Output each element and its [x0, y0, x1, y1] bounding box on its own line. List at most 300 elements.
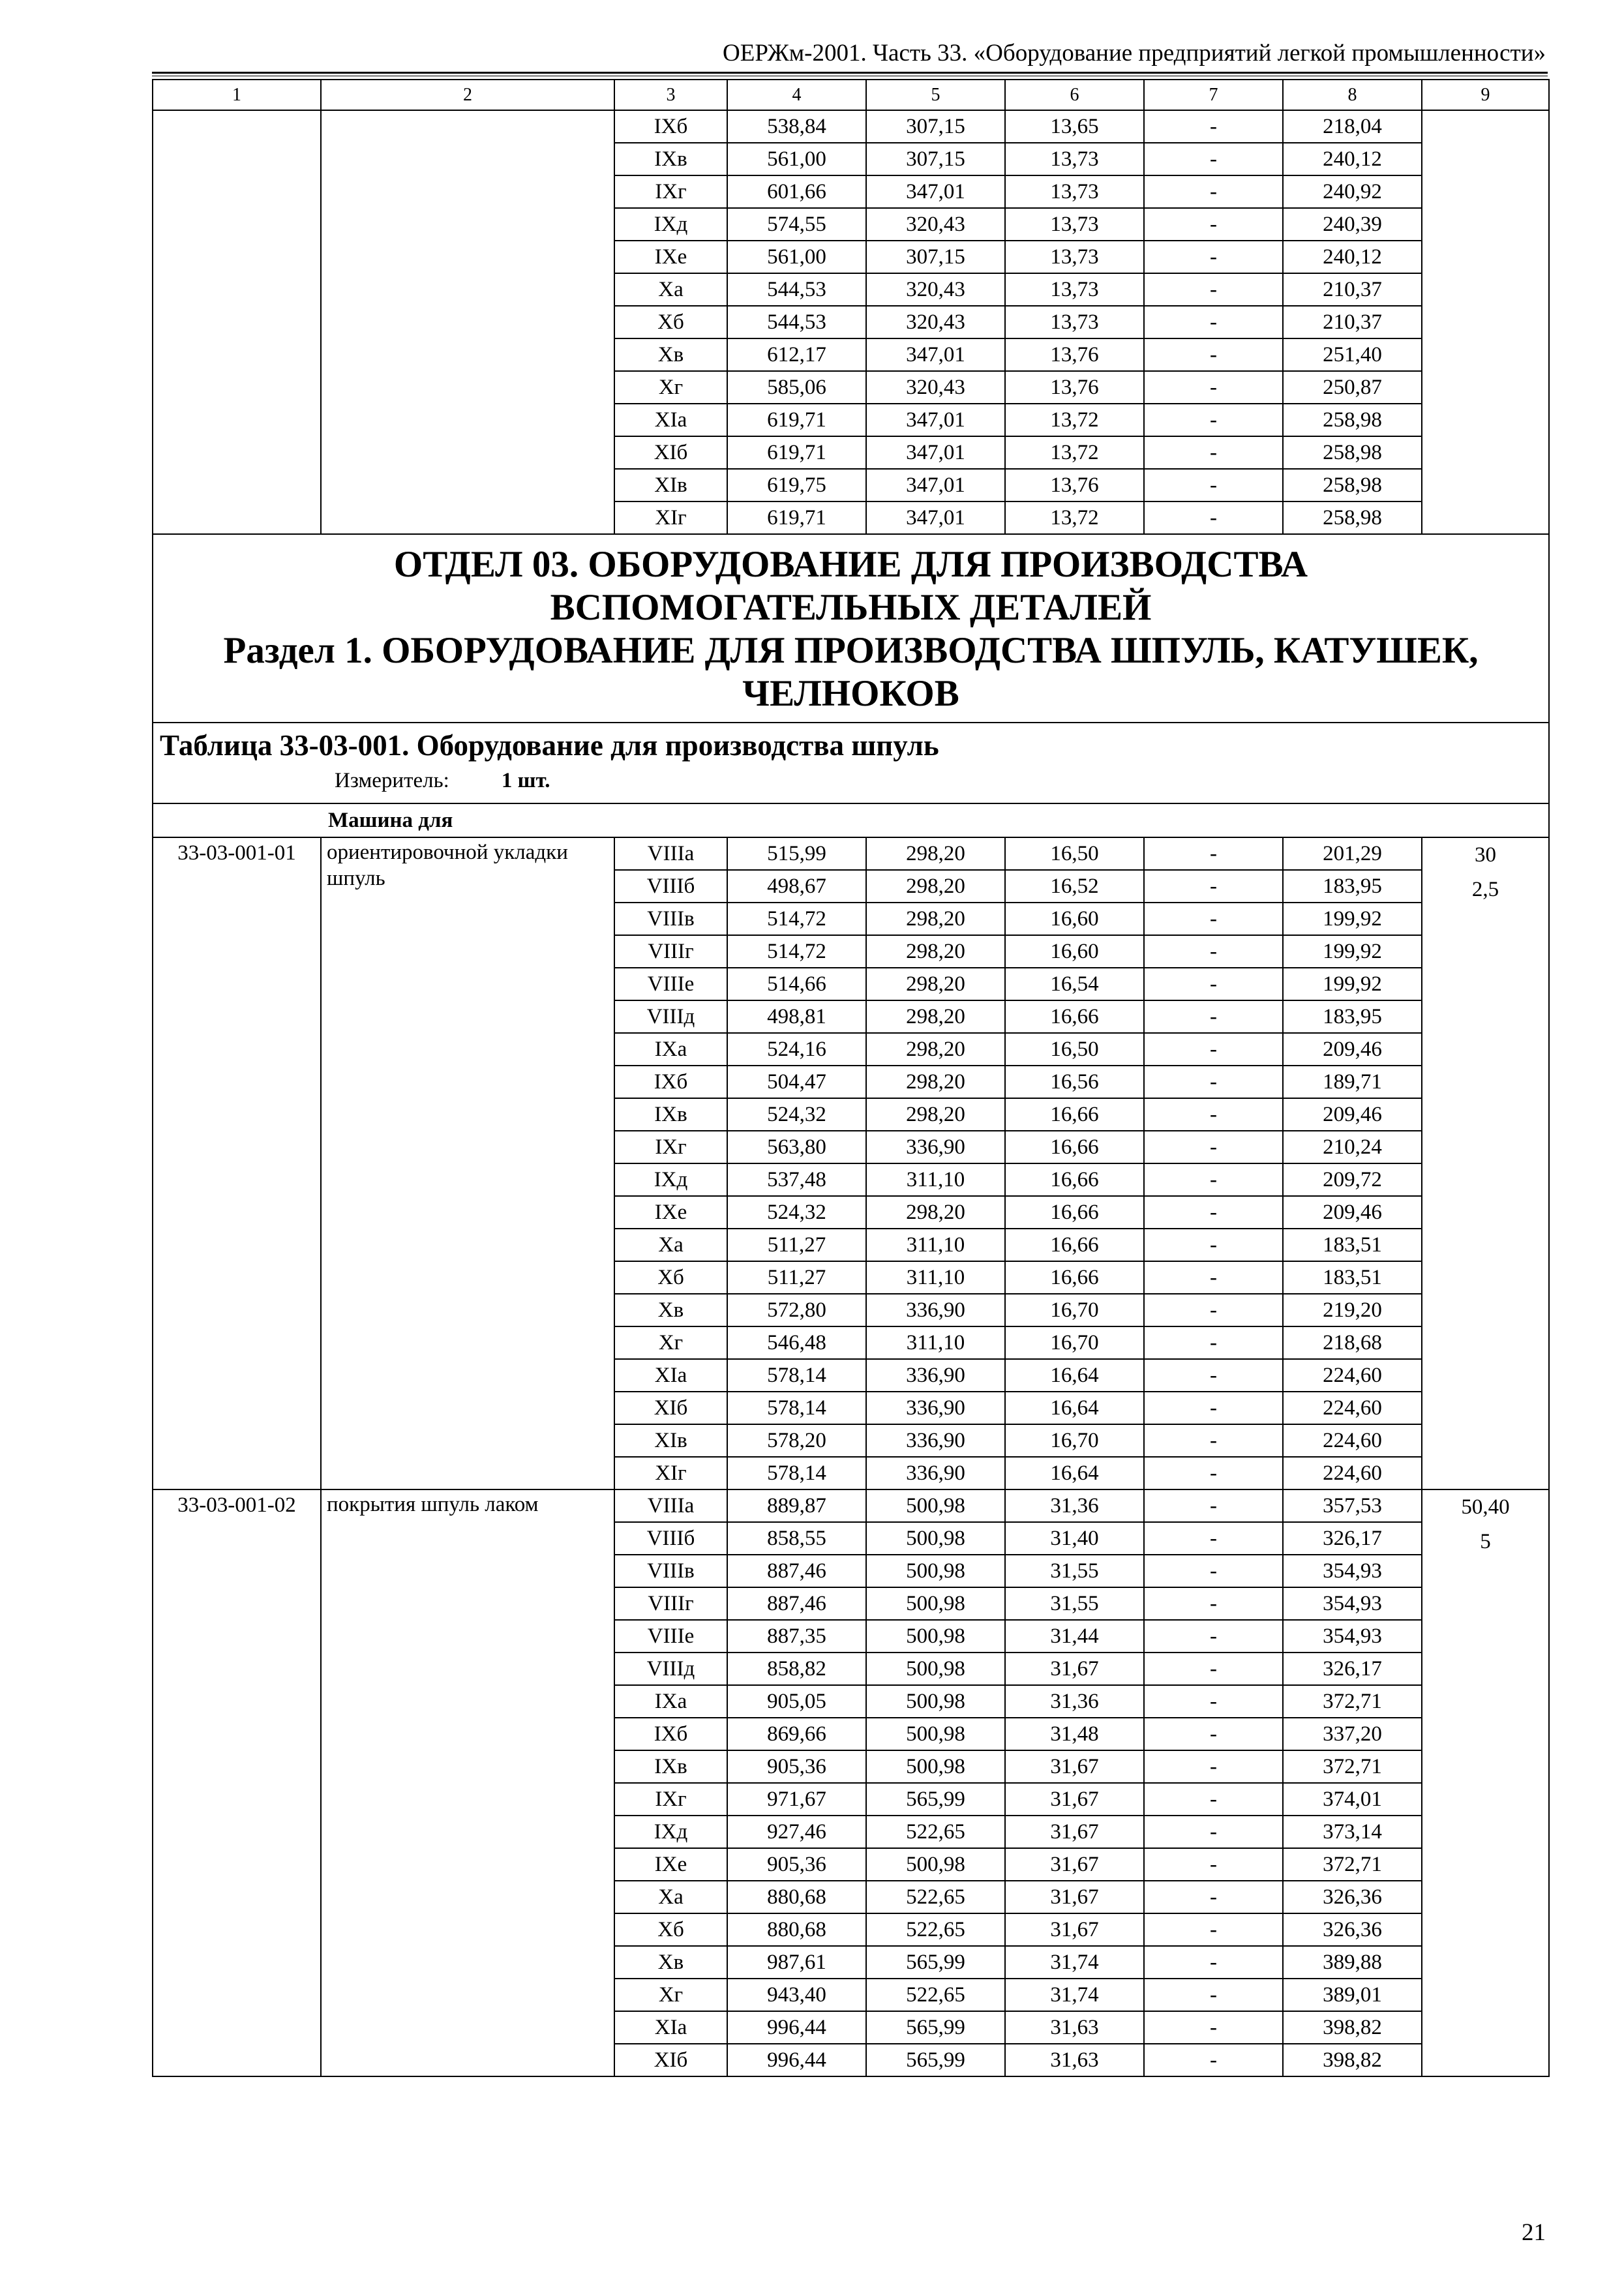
driver-wage-cell: - [1144, 968, 1283, 1000]
column-number-2: 2 [321, 80, 614, 110]
materials-cost-cell: 224,60 [1283, 1359, 1422, 1392]
machine-cost-cell: 31,44 [1005, 1620, 1144, 1653]
total-cost-cell: 515,99 [727, 837, 866, 870]
total-cost-cell: 563,80 [727, 1131, 866, 1163]
meter-label: Измеритель: [335, 769, 449, 792]
machine-cost-cell: 31,36 [1005, 1685, 1144, 1718]
driver-wage-cell: - [1144, 1783, 1283, 1816]
machine-cost-cell: 31,63 [1005, 2044, 1144, 2076]
driver-wage-cell: - [1144, 208, 1283, 241]
regime-cell: IXе [614, 1196, 727, 1229]
item-extra [1422, 837, 1549, 1489]
materials-cost-cell: 209,46 [1283, 1098, 1422, 1131]
regime-cell: VIIIг [614, 1587, 727, 1620]
total-cost-cell: 572,80 [727, 1294, 866, 1326]
running-header: ОЕРЖм-2001. Часть 33. «Оборудование предприятий легкой промышленности» [723, 40, 1546, 67]
regime-cell: VIIIа [614, 837, 727, 870]
wage-cell: 347,01 [866, 404, 1005, 436]
driver-wage-cell: - [1144, 2011, 1283, 2044]
driver-wage-cell: - [1144, 2044, 1283, 2076]
machine-cost-cell: 16,64 [1005, 1392, 1144, 1424]
total-cost-cell: 619,71 [727, 501, 866, 534]
materials-cost-cell: 183,95 [1283, 870, 1422, 903]
machine-cost-cell: 16,64 [1005, 1359, 1144, 1392]
driver-wage-cell: - [1144, 1881, 1283, 1913]
extra-cell-empty [1422, 110, 1549, 534]
wage-cell: 307,15 [866, 143, 1005, 175]
regime-cell: IXб [614, 1718, 727, 1750]
code-cell-empty [153, 110, 321, 534]
materials-cost-cell: 201,29 [1283, 837, 1422, 870]
driver-wage-cell: - [1144, 501, 1283, 534]
wage-cell: 298,20 [866, 903, 1005, 935]
wage-cell: 298,20 [866, 935, 1005, 968]
materials-cost-cell: 357,53 [1283, 1489, 1422, 1522]
total-cost-cell: 524,32 [727, 1098, 866, 1131]
total-cost-cell: 612,17 [727, 338, 866, 371]
driver-wage-cell: - [1144, 175, 1283, 208]
materials-cost-cell: 258,98 [1283, 469, 1422, 501]
machine-cost-cell: 16,66 [1005, 1261, 1144, 1294]
materials-cost-cell: 258,98 [1283, 404, 1422, 436]
item-name: ориентировочной укладки шпуль [321, 837, 614, 1489]
wage-cell: 336,90 [866, 1424, 1005, 1457]
regime-cell: XIв [614, 1424, 727, 1457]
driver-wage-cell: - [1144, 1979, 1283, 2011]
total-cost-cell: 578,20 [727, 1424, 866, 1457]
item-extra-value: 5 [1480, 1530, 1491, 1553]
wage-cell: 320,43 [866, 208, 1005, 241]
machine-cost-cell: 31,67 [1005, 1848, 1144, 1881]
wage-cell: 565,99 [866, 1783, 1005, 1816]
total-cost-cell: 498,67 [727, 870, 866, 903]
machine-cost-cell: 31,63 [1005, 2011, 1144, 2044]
wage-cell: 320,43 [866, 273, 1005, 306]
wage-cell: 522,65 [866, 1913, 1005, 1946]
regime-cell: IXг [614, 175, 727, 208]
regime-cell: XIа [614, 404, 727, 436]
driver-wage-cell: - [1144, 837, 1283, 870]
wage-cell: 522,65 [866, 1881, 1005, 1913]
machine-label-row [153, 803, 1549, 837]
wage-cell: 336,90 [866, 1294, 1005, 1326]
regime-cell: Xб [614, 1261, 727, 1294]
total-cost-cell: 585,06 [727, 371, 866, 404]
regime-cell: IXв [614, 143, 727, 175]
materials-cost-cell: 326,36 [1283, 1913, 1422, 1946]
driver-wage-cell: - [1144, 1913, 1283, 1946]
driver-wage-cell: - [1144, 1555, 1283, 1587]
wage-cell: 500,98 [866, 1848, 1005, 1881]
wage-cell: 298,20 [866, 1033, 1005, 1066]
wage-cell: 500,98 [866, 1718, 1005, 1750]
column-number-9: 9 [1422, 80, 1549, 110]
machine-cost-cell: 31,67 [1005, 1750, 1144, 1783]
column-number-3: 3 [614, 80, 727, 110]
total-cost-cell: 905,36 [727, 1848, 866, 1881]
materials-cost-cell: 258,98 [1283, 501, 1422, 534]
total-cost-cell: 905,05 [727, 1685, 866, 1718]
driver-wage-cell: - [1144, 935, 1283, 968]
wage-cell: 565,99 [866, 2011, 1005, 2044]
total-cost-cell: 996,44 [727, 2044, 866, 2076]
regime-cell: Xв [614, 338, 727, 371]
regime-cell: IXв [614, 1750, 727, 1783]
materials-cost-cell: 240,92 [1283, 175, 1422, 208]
regime-cell: IXв [614, 1098, 727, 1131]
total-cost-cell: 544,53 [727, 273, 866, 306]
total-cost-cell: 538,84 [727, 110, 866, 143]
wage-cell: 347,01 [866, 501, 1005, 534]
machine-cost-cell: 31,74 [1005, 1946, 1144, 1979]
total-cost-cell: 869,66 [727, 1718, 866, 1750]
item-extra-value: 2,5 [1471, 878, 1499, 901]
machine-cost-cell: 16,64 [1005, 1457, 1144, 1489]
driver-wage-cell: - [1144, 1946, 1283, 1979]
materials-cost-cell: 183,51 [1283, 1261, 1422, 1294]
regime-cell: XIа [614, 1359, 727, 1392]
total-cost-cell: 987,61 [727, 1946, 866, 1979]
driver-wage-cell: - [1144, 1326, 1283, 1359]
meter-row [160, 765, 1548, 796]
wage-cell: 311,10 [866, 1261, 1005, 1294]
machine-cost-cell: 13,76 [1005, 338, 1144, 371]
regime-cell: XIг [614, 501, 727, 534]
machine-cost-cell: 13,73 [1005, 143, 1144, 175]
wage-cell: 565,99 [866, 2044, 1005, 2076]
regime-cell: Xг [614, 1326, 727, 1359]
regime-cell: Xв [614, 1294, 727, 1326]
materials-cost-cell: 326,36 [1283, 1881, 1422, 1913]
wage-cell: 298,20 [866, 870, 1005, 903]
machine-cost-cell: 31,48 [1005, 1718, 1144, 1750]
regime-cell: VIIIб [614, 870, 727, 903]
driver-wage-cell: - [1144, 1098, 1283, 1131]
wage-cell: 298,20 [866, 1066, 1005, 1098]
total-cost-cell: 943,40 [727, 1979, 866, 2011]
wage-cell: 500,98 [866, 1587, 1005, 1620]
machine-cost-cell: 16,50 [1005, 837, 1144, 870]
machine-cost-cell: 13,73 [1005, 273, 1144, 306]
machine-cost-cell: 13,65 [1005, 110, 1144, 143]
driver-wage-cell: - [1144, 404, 1283, 436]
materials-cost-cell: 337,20 [1283, 1718, 1422, 1750]
driver-wage-cell: - [1144, 1816, 1283, 1848]
wage-cell: 500,98 [866, 1489, 1005, 1522]
materials-cost-cell: 374,01 [1283, 1783, 1422, 1816]
total-cost-cell: 578,14 [727, 1457, 866, 1489]
wage-cell: 298,20 [866, 1098, 1005, 1131]
machine-cost-cell: 16,66 [1005, 1000, 1144, 1033]
driver-wage-cell: - [1144, 1685, 1283, 1718]
machine-cost-cell: 31,36 [1005, 1489, 1144, 1522]
regime-cell: Xб [614, 306, 727, 338]
regime-cell: IXб [614, 1066, 727, 1098]
wage-cell: 311,10 [866, 1326, 1005, 1359]
materials-cost-cell: 398,82 [1283, 2011, 1422, 2044]
driver-wage-cell: - [1144, 1522, 1283, 1555]
materials-cost-cell: 372,71 [1283, 1848, 1422, 1881]
total-cost-cell: 544,53 [727, 306, 866, 338]
driver-wage-cell: - [1144, 436, 1283, 469]
total-cost-cell: 511,27 [727, 1229, 866, 1261]
machine-cost-cell: 31,67 [1005, 1653, 1144, 1685]
item-extra [1422, 1489, 1549, 2076]
materials-cost-cell: 199,92 [1283, 903, 1422, 935]
wage-cell: 522,65 [866, 1816, 1005, 1848]
total-cost-cell: 524,32 [727, 1196, 866, 1229]
machine-cost-cell: 13,73 [1005, 306, 1144, 338]
machine-cost-cell: 13,72 [1005, 501, 1144, 534]
regime-cell: VIIIа [614, 1489, 727, 1522]
driver-wage-cell: - [1144, 338, 1283, 371]
item-code: 33-03-001-01 [153, 837, 321, 1489]
total-cost-cell: 619,71 [727, 436, 866, 469]
materials-cost-cell: 240,39 [1283, 208, 1422, 241]
total-cost-cell: 514,72 [727, 903, 866, 935]
materials-cost-cell: 224,60 [1283, 1424, 1422, 1457]
regime-cell: VIIIе [614, 1620, 727, 1653]
wage-cell: 307,15 [866, 110, 1005, 143]
driver-wage-cell: - [1144, 1294, 1283, 1326]
regime-cell: XIг [614, 1457, 727, 1489]
wage-cell: 320,43 [866, 371, 1005, 404]
materials-cost-cell: 199,92 [1283, 935, 1422, 968]
column-number-row [153, 80, 1549, 110]
total-cost-cell: 927,46 [727, 1816, 866, 1848]
wage-cell: 500,98 [866, 1750, 1005, 1783]
driver-wage-cell: - [1144, 1033, 1283, 1066]
column-number-7: 7 [1144, 80, 1283, 110]
section-heading [153, 534, 1549, 723]
materials-cost-cell: 183,51 [1283, 1229, 1422, 1261]
wage-cell: 347,01 [866, 338, 1005, 371]
total-cost-cell: 601,66 [727, 175, 866, 208]
regime-cell: VIIIв [614, 903, 727, 935]
materials-cost-cell: 373,14 [1283, 1816, 1422, 1848]
materials-cost-cell: 209,46 [1283, 1196, 1422, 1229]
driver-wage-cell: - [1144, 110, 1283, 143]
materials-cost-cell: 224,60 [1283, 1392, 1422, 1424]
materials-cost-cell: 189,71 [1283, 1066, 1422, 1098]
wage-cell: 500,98 [866, 1620, 1005, 1653]
wage-cell: 500,98 [866, 1653, 1005, 1685]
materials-cost-cell: 389,88 [1283, 1946, 1422, 1979]
materials-cost-cell: 209,46 [1283, 1033, 1422, 1066]
materials-cost-cell: 258,98 [1283, 436, 1422, 469]
machine-cost-cell: 31,67 [1005, 1913, 1144, 1946]
total-cost-cell: 619,71 [727, 404, 866, 436]
materials-cost-cell: 209,72 [1283, 1163, 1422, 1196]
total-cost-cell: 880,68 [727, 1913, 866, 1946]
wage-cell: 565,99 [866, 1946, 1005, 1979]
regime-cell: Xг [614, 1979, 727, 2011]
driver-wage-cell: - [1144, 870, 1283, 903]
machine-cost-cell: 31,67 [1005, 1881, 1144, 1913]
regime-cell: VIIIв [614, 1555, 727, 1587]
rates-table [152, 79, 1550, 2077]
regime-cell: XIб [614, 436, 727, 469]
regime-cell: XIб [614, 1392, 727, 1424]
machine-cost-cell: 16,56 [1005, 1066, 1144, 1098]
regime-cell: IXг [614, 1783, 727, 1816]
driver-wage-cell: - [1144, 1718, 1283, 1750]
total-cost-cell: 578,14 [727, 1392, 866, 1424]
machine-cost-cell: 16,50 [1005, 1033, 1144, 1066]
total-cost-cell: 578,14 [727, 1359, 866, 1392]
total-cost-cell: 905,36 [727, 1750, 866, 1783]
materials-cost-cell: 199,92 [1283, 968, 1422, 1000]
materials-cost-cell: 219,20 [1283, 1294, 1422, 1326]
total-cost-cell: 561,00 [727, 241, 866, 273]
table-row [153, 837, 1549, 870]
materials-cost-cell: 210,37 [1283, 306, 1422, 338]
wage-cell: 298,20 [866, 1196, 1005, 1229]
materials-cost-cell: 398,82 [1283, 2044, 1422, 2076]
wage-cell: 500,98 [866, 1685, 1005, 1718]
regime-cell: IXд [614, 208, 727, 241]
driver-wage-cell: - [1144, 1750, 1283, 1783]
total-cost-cell: 524,16 [727, 1033, 866, 1066]
driver-wage-cell: - [1144, 1359, 1283, 1392]
materials-cost-cell: 224,60 [1283, 1457, 1422, 1489]
regime-cell: Xб [614, 1913, 727, 1946]
regime-cell: XIа [614, 2011, 727, 2044]
materials-cost-cell: 354,93 [1283, 1587, 1422, 1620]
regime-cell: VIIIб [614, 1522, 727, 1555]
regime-cell: VIIIд [614, 1653, 727, 1685]
driver-wage-cell: - [1144, 1620, 1283, 1653]
regime-cell: Xв [614, 1946, 727, 1979]
regime-cell: XIв [614, 469, 727, 501]
driver-wage-cell: - [1144, 273, 1283, 306]
machine-cost-cell: 31,67 [1005, 1816, 1144, 1848]
materials-cost-cell: 354,93 [1283, 1620, 1422, 1653]
machine-cost-cell: 16,66 [1005, 1098, 1144, 1131]
regime-cell: IXд [614, 1163, 727, 1196]
driver-wage-cell: - [1144, 306, 1283, 338]
driver-wage-cell: - [1144, 1392, 1283, 1424]
total-cost-cell: 889,87 [727, 1489, 866, 1522]
regime-cell: VIIIе [614, 968, 727, 1000]
total-cost-cell: 498,81 [727, 1000, 866, 1033]
machine-cost-cell: 16,66 [1005, 1196, 1144, 1229]
regime-cell: IXд [614, 1816, 727, 1848]
total-cost-cell: 887,46 [727, 1587, 866, 1620]
wage-cell: 307,15 [866, 241, 1005, 273]
regime-cell: IXе [614, 1848, 727, 1881]
regime-cell: Xа [614, 273, 727, 306]
materials-cost-cell: 183,95 [1283, 1000, 1422, 1033]
regime-cell: VIIIд [614, 1000, 727, 1033]
machine-cost-cell: 31,67 [1005, 1783, 1144, 1816]
regime-cell: IXа [614, 1033, 727, 1066]
item-code: 33-03-001-02 [153, 1489, 321, 2076]
machine-cost-cell: 16,60 [1005, 935, 1144, 968]
materials-cost-cell: 251,40 [1283, 338, 1422, 371]
materials-cost-cell: 326,17 [1283, 1522, 1422, 1555]
regime-cell: IXе [614, 241, 727, 273]
total-cost-cell: 619,75 [727, 469, 866, 501]
machine-cost-cell: 31,55 [1005, 1555, 1144, 1587]
materials-cost-cell: 218,68 [1283, 1326, 1422, 1359]
machine-cost-cell: 16,52 [1005, 870, 1144, 903]
column-number-8: 8 [1283, 80, 1422, 110]
wage-cell: 347,01 [866, 469, 1005, 501]
column-number-5: 5 [866, 80, 1005, 110]
machine-cost-cell: 13,73 [1005, 241, 1144, 273]
wage-cell: 522,65 [866, 1979, 1005, 2011]
regime-cell: Xг [614, 371, 727, 404]
materials-cost-cell: 326,17 [1283, 1653, 1422, 1685]
driver-wage-cell: - [1144, 241, 1283, 273]
wage-cell: 298,20 [866, 968, 1005, 1000]
materials-cost-cell: 240,12 [1283, 143, 1422, 175]
driver-wage-cell: - [1144, 903, 1283, 935]
section-title: Раздел 1. ОБОРУДОВАНИЕ ДЛЯ ПРОИЗВОДСТВА ШПУЛЬ, КАТУШЕК, ЧЕЛНОКОВ [223, 629, 1479, 714]
total-cost-cell: 546,48 [727, 1326, 866, 1359]
driver-wage-cell: - [1144, 1163, 1283, 1196]
item-name: покрытия шпуль лаком [321, 1489, 614, 2076]
machine-cost-cell: 13,76 [1005, 469, 1144, 501]
table-title: Таблица 33-03-001. Оборудование для производства шпуль [160, 729, 939, 762]
table-row [153, 110, 1549, 143]
item-extra-value: 30 [1475, 843, 1496, 867]
wage-cell: 347,01 [866, 175, 1005, 208]
wage-cell: 298,20 [866, 837, 1005, 870]
section-heading-row [153, 534, 1549, 723]
machine-cost-cell: 16,66 [1005, 1131, 1144, 1163]
total-cost-cell: 574,55 [727, 208, 866, 241]
regime-cell: IXа [614, 1685, 727, 1718]
machine-cost-cell: 16,60 [1005, 903, 1144, 935]
wage-cell: 336,90 [866, 1359, 1005, 1392]
machine-label: Машина для [153, 803, 1549, 837]
table-title-row [153, 723, 1549, 803]
driver-wage-cell: - [1144, 1261, 1283, 1294]
total-cost-cell: 887,46 [727, 1555, 866, 1587]
total-cost-cell: 887,35 [727, 1620, 866, 1653]
machine-cost-cell: 31,74 [1005, 1979, 1144, 2011]
machine-cost-cell: 13,76 [1005, 371, 1144, 404]
header-rule [152, 72, 1548, 74]
wage-cell: 336,90 [866, 1131, 1005, 1163]
materials-cost-cell: 372,71 [1283, 1685, 1422, 1718]
regime-cell: Xа [614, 1881, 727, 1913]
machine-cost-cell: 16,70 [1005, 1294, 1144, 1326]
machine-cost-cell: 16,70 [1005, 1326, 1144, 1359]
total-cost-cell: 880,68 [727, 1881, 866, 1913]
driver-wage-cell: - [1144, 1653, 1283, 1685]
driver-wage-cell: - [1144, 1229, 1283, 1261]
machine-cost-cell: 16,66 [1005, 1229, 1144, 1261]
total-cost-cell: 514,72 [727, 935, 866, 968]
machine-cost-cell: 13,73 [1005, 208, 1144, 241]
total-cost-cell: 858,55 [727, 1522, 866, 1555]
materials-cost-cell: 389,01 [1283, 1979, 1422, 2011]
driver-wage-cell: - [1144, 1196, 1283, 1229]
driver-wage-cell: - [1144, 469, 1283, 501]
wage-cell: 298,20 [866, 1000, 1005, 1033]
materials-cost-cell: 250,87 [1283, 371, 1422, 404]
wage-cell: 500,98 [866, 1555, 1005, 1587]
total-cost-cell: 514,66 [727, 968, 866, 1000]
wage-cell: 500,98 [866, 1522, 1005, 1555]
total-cost-cell: 858,82 [727, 1653, 866, 1685]
driver-wage-cell: - [1144, 1131, 1283, 1163]
column-number-6: 6 [1005, 80, 1144, 110]
driver-wage-cell: - [1144, 1000, 1283, 1033]
